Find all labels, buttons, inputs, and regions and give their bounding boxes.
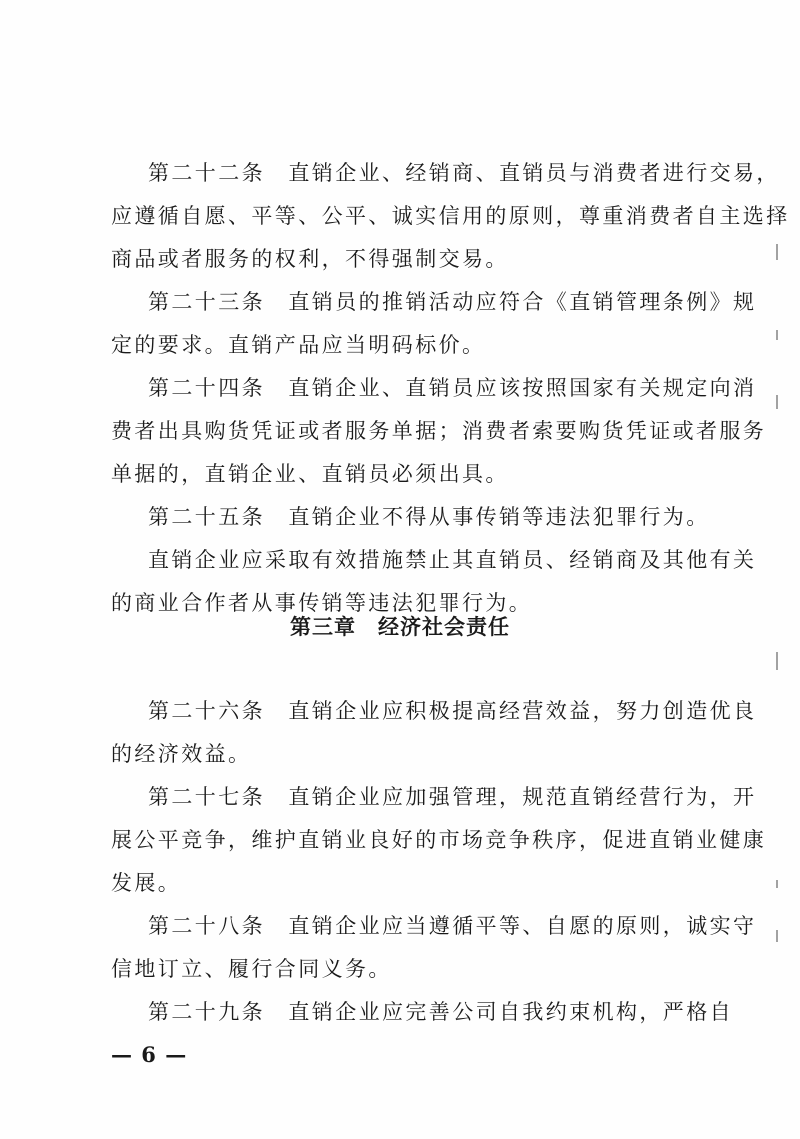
article-29-line-1: 第二十九条 直销企业应完善公司自我约束机构，严格自: [148, 1000, 733, 1024]
article-23-line-1: 第二十三条 直销员的推销活动应符合《直销管理条例》规: [148, 290, 757, 314]
scan-edge-mark: [776, 930, 778, 942]
article-28-line-2: 信地订立、履行合同义务。: [111, 957, 392, 981]
article-25-para-2-line-2: 的商业合作者从事传销等违法犯罪行为。: [111, 591, 533, 615]
article-24-line-2: 费者出具购货凭证或者服务单据；消费者索要购货凭证或者服务: [111, 419, 767, 443]
scan-edge-mark: [776, 395, 778, 409]
scan-edge-mark: [776, 330, 778, 340]
article-22-line-1: 第二十二条 直销企业、经销商、直销员与消费者进行交易，: [148, 161, 780, 185]
article-27-line-2: 展公平竞争，维护直销业良好的市场竞争秩序，促进直销业健康: [111, 828, 767, 852]
article-25-para-2-line-1: 直销企业应采取有效措施禁止其直销员、经销商及其他有关: [148, 548, 757, 572]
article-22-line-3: 商品或者服务的权利，不得强制交易。: [111, 247, 509, 271]
article-22-line-2: 应遵循自愿、平等、公平、诚实信用的原则，尊重消费者自主选择: [111, 204, 790, 228]
scan-edge-mark: [776, 652, 778, 670]
article-27-line-1: 第二十七条 直销企业应加强管理，规范直销经营行为，开: [148, 785, 757, 809]
chapter-heading: 第三章 经济社会责任: [290, 615, 510, 639]
article-24-line-3: 单据的，直销企业、直销员必须出具。: [111, 462, 509, 486]
article-23-line-2: 定的要求。直销产品应当明码标价。: [111, 333, 486, 357]
article-26-line-1: 第二十六条 直销企业应积极提高经营效益，努力创造优良: [148, 699, 757, 723]
scan-edge-mark: [776, 880, 778, 888]
article-24-line-1: 第二十四条 直销企业、直销员应该按照国家有关规定向消: [148, 376, 757, 400]
page-number: — 6 —: [111, 1042, 188, 1067]
article-27-line-3: 发展。: [111, 871, 182, 895]
article-26-line-2: 的经济效益。: [111, 742, 252, 766]
article-25-line-1: 第二十五条 直销企业不得从事传销等违法犯罪行为。: [148, 505, 710, 529]
scan-edge-mark: [776, 244, 778, 260]
article-28-line-1: 第二十八条 直销企业应当遵循平等、自愿的原则，诚实守: [148, 914, 757, 938]
